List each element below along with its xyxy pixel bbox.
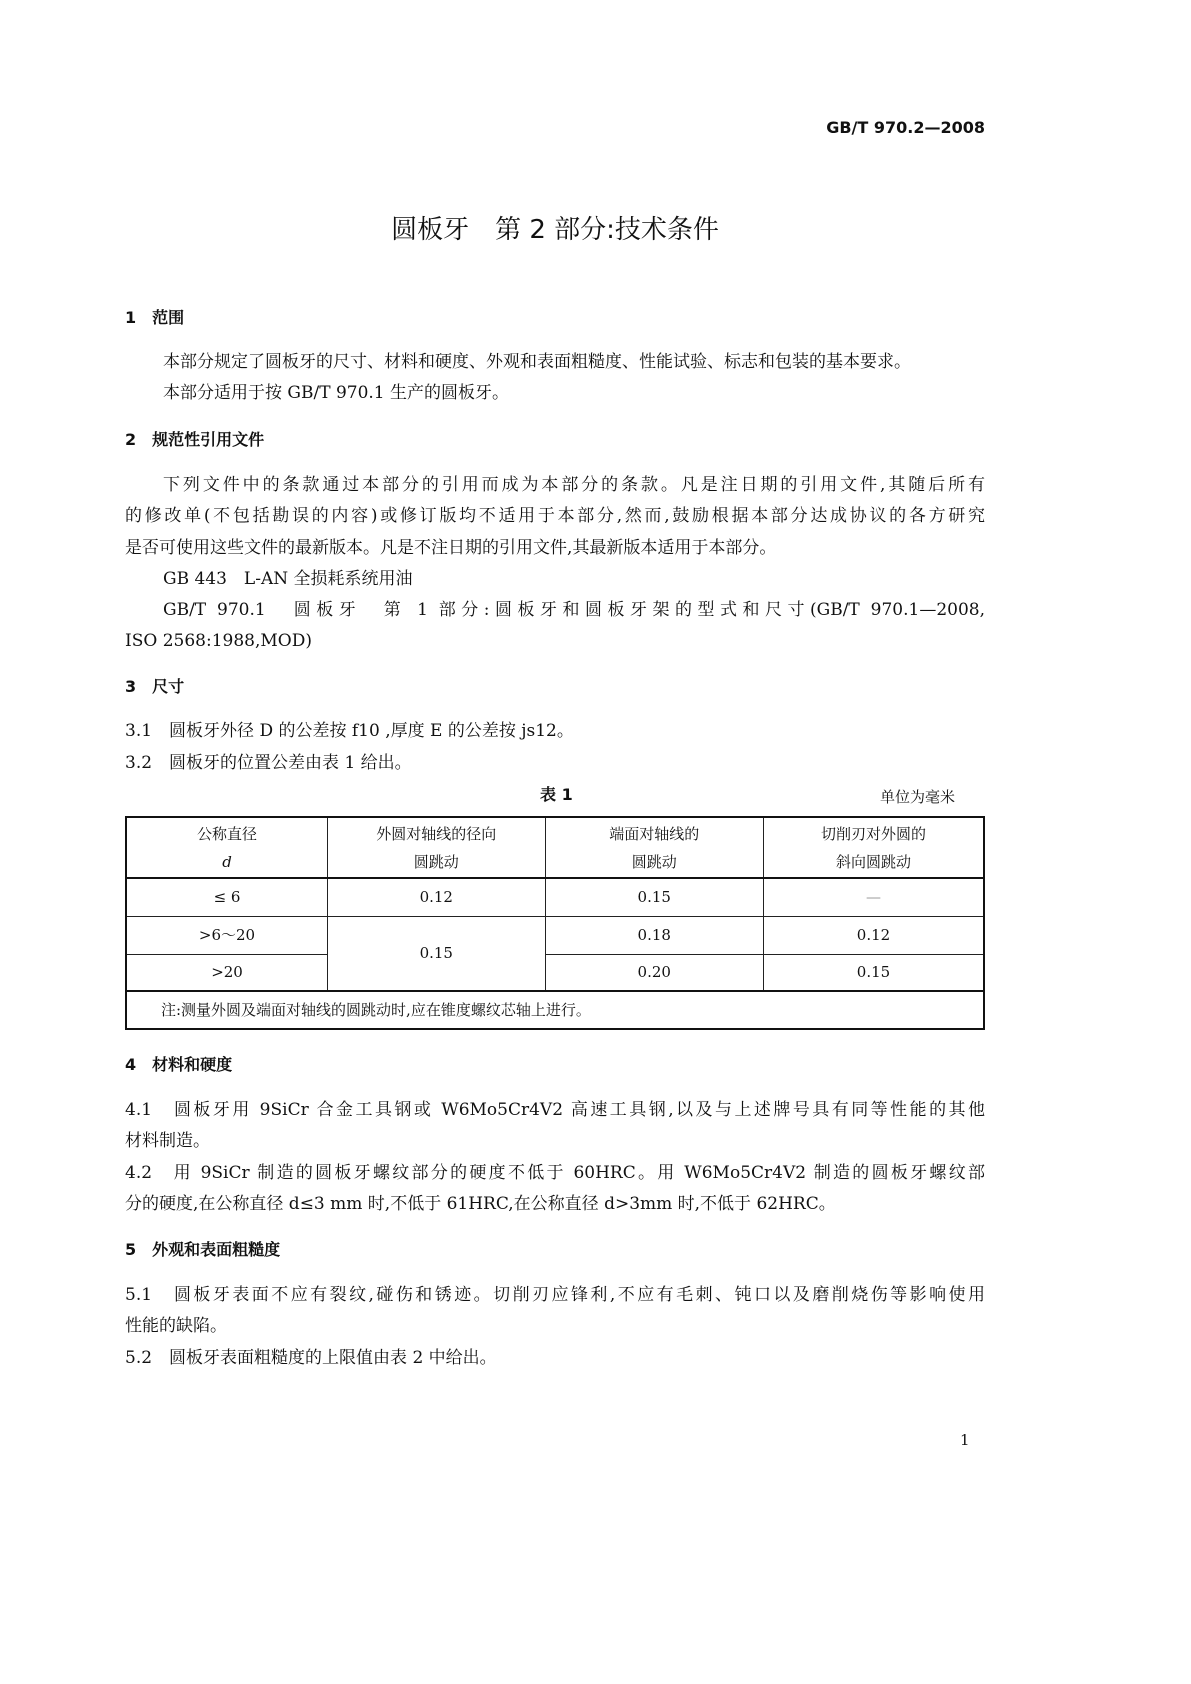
reference-item: ISO 2568:1988,MOD)	[125, 631, 312, 651]
section-number: 5	[125, 1240, 137, 1259]
table-header-row	[126, 817, 984, 878]
table-row	[126, 916, 984, 954]
page-number: 1	[960, 1431, 970, 1449]
clause: 材料制造。	[125, 1131, 210, 1151]
paragraph: 本部分规定了圆板牙的尺寸、材料和硬度、外观和表面粗糙度、性能试验、标志和包装的基本要求。	[163, 352, 911, 372]
table-unit: 单位为毫米	[880, 788, 956, 806]
clause: 4.2 用 9SiCr 制造的圆板牙螺纹部分的硬度不低于 60HRC。用 W6Mo5Cr4V2 制造的圆板牙螺纹部	[125, 1163, 985, 1183]
header-cell: 公称直径 d	[126, 817, 328, 878]
section-number: 3	[125, 677, 137, 696]
clause: 5.2 圆板牙表面粗糙度的上限值由表 2 中给出。	[125, 1348, 497, 1368]
table-caption: 表 1	[540, 785, 573, 804]
table-cell: 0.18	[545, 916, 763, 954]
table-cell: 0.12	[328, 878, 545, 916]
header-cell: 外圆对轴线的径向 圆跳动	[328, 817, 545, 878]
table-row	[126, 954, 984, 991]
header-cell: 端面对轴线的 圆跳动	[545, 817, 763, 878]
table-cell: —	[764, 878, 985, 916]
table-cell: >6～20	[126, 916, 328, 954]
section-heading	[125, 1239, 280, 1261]
section-number: 4	[125, 1055, 137, 1074]
section-title: 材料和硬度	[152, 1055, 233, 1074]
clause: 分的硬度,在公称直径 d≤3 mm 时,不低于 61HRC,在公称直径 d>3mm 时,不低于 62HRC。	[125, 1194, 836, 1214]
reference-item: GB 443 L-AN 全损耗系统用油	[163, 569, 413, 589]
table-cell: 0.20	[545, 954, 763, 991]
table-note: 注:测量外圆及端面对轴线的圆跳动时,应在锥度螺纹芯轴上进行。	[126, 991, 984, 1029]
table-cell: ≤ 6	[126, 878, 328, 916]
section-heading	[125, 307, 184, 329]
tolerance-table	[125, 816, 985, 1030]
clause: 5.1 圆板牙表面不应有裂纹,碰伤和锈迹。切削刃应锋利,不应有毛刺、钝口以及磨削烧伤等影响使用	[125, 1285, 985, 1305]
table-cell: >20	[126, 954, 328, 991]
section-number: 1	[125, 308, 137, 327]
clause: 性能的缺陷。	[125, 1316, 227, 1336]
section-title: 尺寸	[152, 677, 185, 696]
table-cell: 0.12	[764, 916, 985, 954]
table-cell: 0.15	[328, 916, 545, 991]
clause: 3.2 圆板牙的位置公差由表 1 给出。	[125, 753, 412, 773]
doc-id: GB/T 970.2—2008	[826, 118, 985, 137]
paragraph-line: 下列文件中的条款通过本部分的引用而成为本部分的条款。凡是注日期的引用文件,其随后所有	[163, 475, 985, 495]
section-title: 规范性引用文件	[152, 430, 265, 449]
section-title: 外观和表面粗糙度	[152, 1240, 281, 1259]
paragraph: 本部分适用于按 GB/T 970.1 生产的圆板牙。	[163, 383, 510, 403]
paragraph-line: 是否可使用这些文件的最新版本。凡是不注日期的引用文件,其最新版本适用于本部分。	[125, 538, 777, 558]
section-heading	[125, 676, 184, 698]
clause: 4.1 圆板牙用 9SiCr 合金工具钢或 W6Mo5Cr4V2 高速工具钢,以及与上述牌号具有同等性能的其他	[125, 1100, 985, 1120]
section-heading	[125, 1054, 232, 1076]
clause: 3.1 圆板牙外径 D 的公差按 f10 ,厚度 E 的公差按 js12。	[125, 721, 574, 741]
table-note-row	[126, 991, 984, 1029]
reference-item: GB/T 970.1 圆板牙 第 1 部分:圆板牙和圆板牙架的型式和尺寸(GB/T 970.1—2008,	[163, 600, 985, 620]
page-title: 圆板牙 第 2 部分:技术条件	[391, 215, 719, 245]
section-title: 范围	[152, 308, 185, 327]
paragraph-line: 的修改单(不包括勘误的内容)或修订版均不适用于本部分,然而,鼓励根据本部分达成协议的各方研究	[125, 506, 985, 526]
table-cell: 0.15	[545, 878, 763, 916]
table-row	[126, 878, 984, 916]
section-heading	[125, 429, 264, 451]
section-number: 2	[125, 430, 137, 449]
header-cell: 切削刃对外圆的 斜向圆跳动	[764, 817, 985, 878]
table-cell: 0.15	[764, 954, 985, 991]
